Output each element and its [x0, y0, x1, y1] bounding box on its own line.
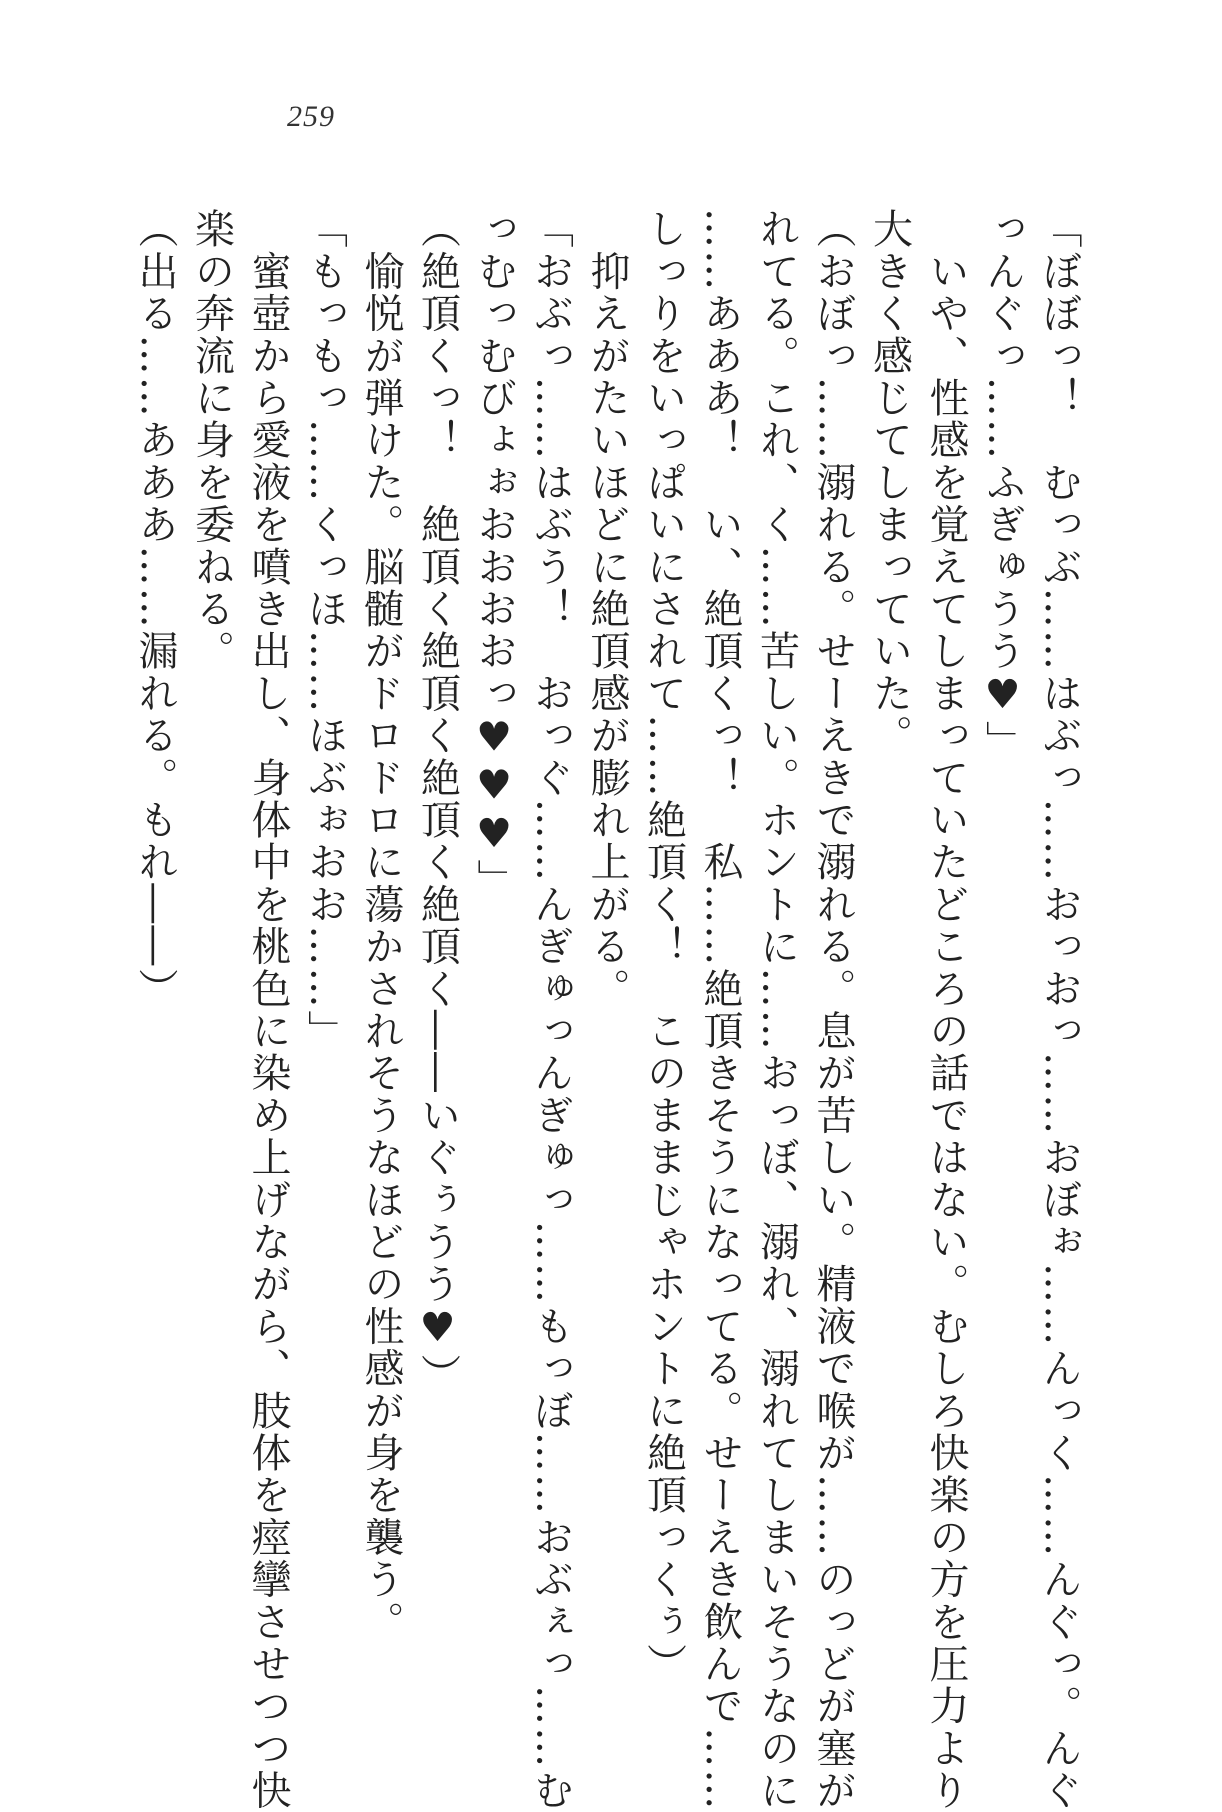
text-line: 楽の奔流に身を委ねる。	[188, 208, 235, 673]
text-line: 大きく感じてしまっていた。	[866, 208, 913, 757]
page-number: 259	[287, 100, 335, 133]
text-line: 「おぶっ……はぶう！ おっぐ……んぎゅっんぎゅっ……もっぼ……おぶぇっ……む	[527, 208, 574, 1812]
text-line: ……あああ！ い、絶頂くっ！ 私……絶頂きそうになってる。せーえき飲んで……	[697, 208, 743, 1812]
text-line: れてる。これ、く……苦しい。ホントに……おっぼ、溺れ、溺れてしまいそうなのに	[753, 208, 800, 1812]
text-line: っんぐっ……ふぎゅうう♥」	[979, 208, 1026, 763]
body-text	[132, 208, 1087, 1812]
text-line: 蜜壺から愛液を噴き出し、身体中を桃色に染め上げながら、肢体を痙攣させつつ快	[245, 208, 291, 1812]
text-line: 「もっもっ……くっほ……ほぶぉおお……」	[301, 208, 348, 1052]
text-line: （出る……あああ……漏れる。もれ――）	[132, 208, 178, 1010]
text-line: いや、性感を覚えてしまっていたどころの話ではない。むしろ快楽の方を圧力より	[923, 208, 969, 1812]
text-line: 「ぼぼっ！ むっぶ……はぶっ……おっおっ……おぼぉ……んっく……んぐっ。んぐ	[1036, 208, 1082, 1812]
text-line: 愉悦が弾けた。脳髄がドロドロに蕩かされそうなほどの性感が身を襲う。	[358, 208, 404, 1643]
text-line: っむっむびょぉおおおおっ♥♥♥」	[471, 208, 517, 902]
text-line: しっりをいっぱいにされて……絶頂く！ このままじゃホントに絶頂っくぅ）	[640, 208, 687, 1685]
text-line: 抑えがたいほどに絶頂感が膨れ上がる。	[584, 208, 630, 1010]
text-line: （おぼっ……溺れる。せーえきで溺れる。息が苦しい。精液で喉が……のっどが塞が	[810, 208, 856, 1812]
text-line: （絶頂くっ！ 絶頂く絶頂く絶頂く絶頂く――いぐぅうう♥）	[414, 208, 461, 1396]
